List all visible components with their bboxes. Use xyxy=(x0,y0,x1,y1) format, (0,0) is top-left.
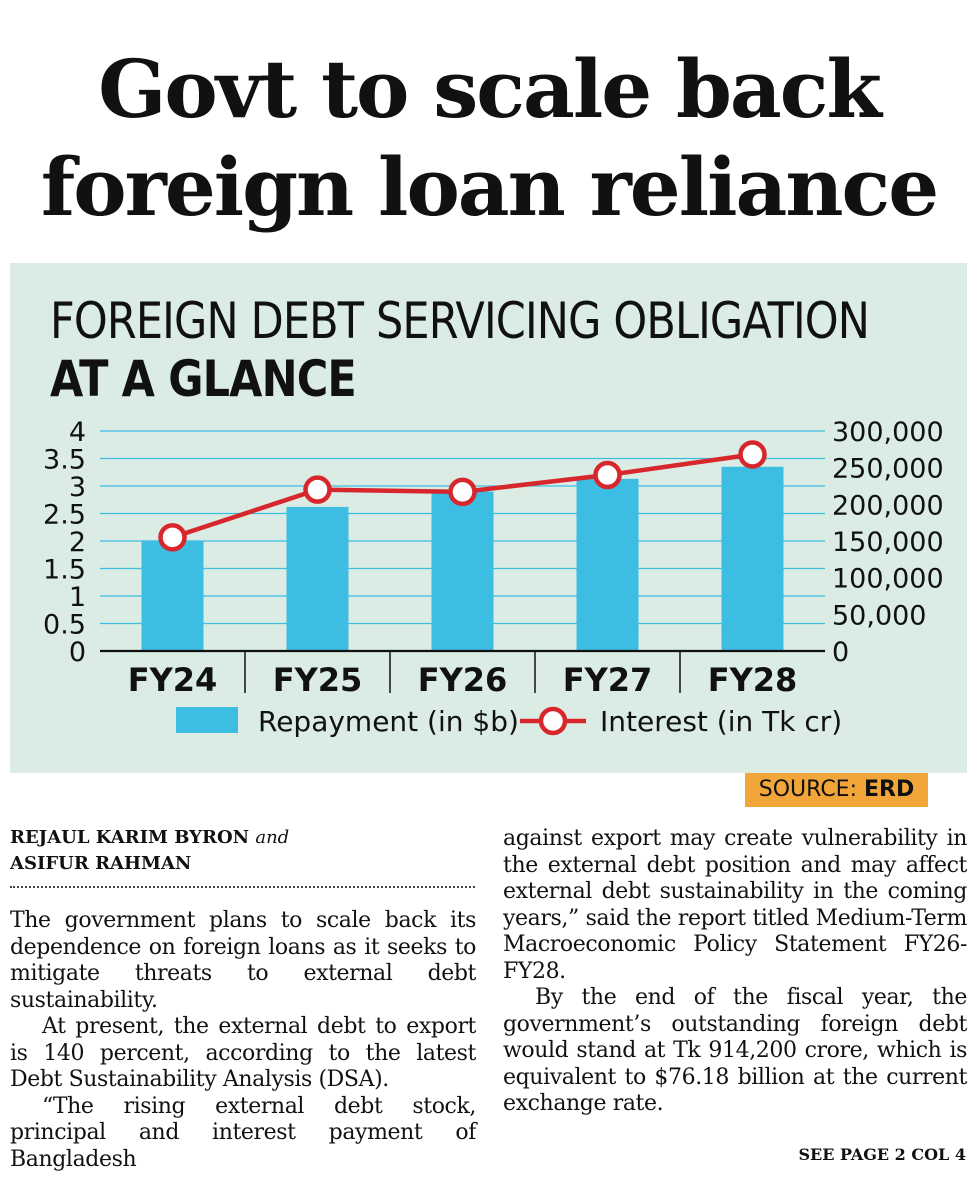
right-axis-tick-label: 300,000 xyxy=(832,417,944,448)
left-axis-tick-label: 3 xyxy=(68,472,86,503)
left-axis-tick-label: 3.5 xyxy=(43,444,86,476)
legend-bar-label: Repayment (in $b) xyxy=(258,705,519,738)
right-axis-tick-label: 50,000 xyxy=(832,600,927,632)
author-2: ASIFUR RAHMAN xyxy=(10,853,192,874)
interest-point-fy28 xyxy=(741,442,765,466)
legend-line-label: Interest (in Tk cr) xyxy=(600,705,843,738)
article-column-right xyxy=(503,826,967,1118)
left-axis-tick-label: 2 xyxy=(68,527,86,558)
right-axis-tick-label: 250,000 xyxy=(832,453,944,485)
x-axis-tick-label: FY27 xyxy=(562,661,653,699)
byline-divider xyxy=(10,886,475,888)
x-axis-tick-label: FY28 xyxy=(707,661,798,699)
right-axis-tick-label: 100,000 xyxy=(832,563,944,595)
bar-fy26 xyxy=(432,492,494,652)
interest-point-fy24 xyxy=(161,525,185,549)
right-axis-tick-label: 0 xyxy=(832,637,850,668)
byline xyxy=(10,825,480,877)
bar-fy25 xyxy=(287,507,349,651)
legend-line-marker xyxy=(541,709,565,733)
left-axis-tick-label: 1.5 xyxy=(43,554,86,586)
continued-on-page: SEE PAGE 2 COL 4 xyxy=(798,1145,966,1164)
left-axis-tick-label: 0 xyxy=(68,637,86,668)
legend-bar-swatch xyxy=(176,707,238,733)
right-axis-tick-label: 200,000 xyxy=(832,490,944,522)
byline-conjunction: and xyxy=(255,827,290,848)
article-column-left xyxy=(10,908,476,1173)
debt-chart xyxy=(10,263,967,773)
source-label: SOURCE: xyxy=(758,777,864,802)
interest-point-fy25 xyxy=(306,478,330,502)
source-tag xyxy=(745,773,928,807)
x-axis-tick-label: FY26 xyxy=(417,661,508,699)
source-value: ERD xyxy=(864,777,915,802)
article-paragraph-4: By the end of the fiscal year, the government’s outstanding foreign debt would stand at Tk 914,200 crore, which is equivalent to $76.18 billion at the current exchange rate. xyxy=(503,985,967,1116)
chart-panel xyxy=(10,263,967,773)
x-axis-tick-label: FY24 xyxy=(127,661,218,699)
left-axis-tick-label: 4 xyxy=(68,417,86,448)
interest-point-fy26 xyxy=(451,480,475,504)
chart-title: FOREIGN DEBT SERVICING OBLIGATION xyxy=(50,292,870,350)
bar-fy27 xyxy=(577,479,639,651)
interest-point-fy27 xyxy=(596,463,620,487)
x-axis-tick-label: FY25 xyxy=(272,661,363,699)
headline-line-1: Govt to scale back xyxy=(98,42,880,136)
left-axis-tick-label: 0.5 xyxy=(43,609,86,641)
right-axis-tick-label: 150,000 xyxy=(832,527,944,558)
article-paragraph-3-end: against export may create vulnerability in the external debt position and may affect external debt sustainability in the coming years,” said the report titled Medium-Term Macroeconomic Policy Statement FY26-FY28. xyxy=(503,826,967,984)
left-axis-tick-label: 2.5 xyxy=(43,499,86,531)
chart-subtitle: AT A GLANCE xyxy=(50,350,356,408)
bar-fy28 xyxy=(722,467,784,651)
article-paragraph-2: At present, the external debt to export is 140 percent, according to the latest Debt Sustainability Analysis (DSA). xyxy=(10,1014,476,1092)
left-axis-tick-label: 1 xyxy=(68,582,86,613)
article-paragraph-3-start: “The rising external debt stock, principal and interest payment of Bangladesh xyxy=(10,1093,476,1172)
headline xyxy=(0,40,978,236)
article-paragraph-1: The government plans to scale back its dependence on foreign loans as it seeks to mitigate threats to external debt sustainability. xyxy=(10,908,476,1013)
headline-line-2: foreign loan reliance xyxy=(40,140,938,234)
author-1: REJAUL KARIM BYRON xyxy=(10,827,250,848)
bar-fy24 xyxy=(142,540,204,651)
